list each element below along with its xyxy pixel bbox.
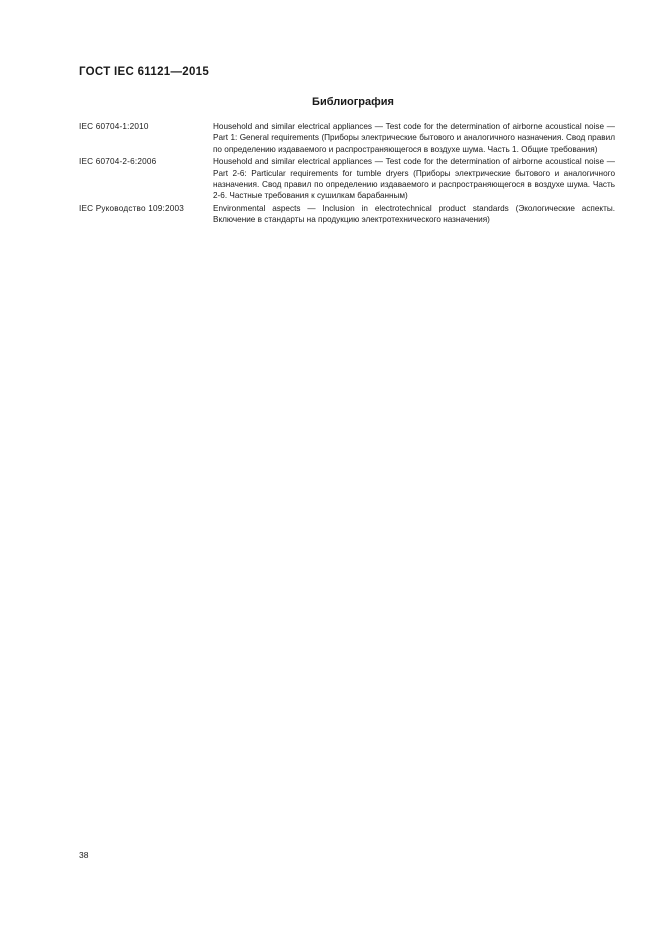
- bibliography-entry: [79, 203, 615, 226]
- reference-id: IEC 60704-1:2010: [79, 122, 149, 131]
- document-header: ГОСТ IEC 61121—2015: [79, 66, 210, 78]
- section-title: Библиография: [312, 96, 394, 108]
- reference-id: IEC Руководство 109:2003: [79, 203, 184, 213]
- reference-description: Household and similar electrical appliances — Test code for the determination of airborne acoustical noise — Part 2-6: Particular requirements for tumble dryers (Приборы электрические бытового и аналогичного назначения. Свод правил по определению издаваемого и распространяющегося в воздухе шума. Часть 2-6. Частные требования к сушилкам барабанным): [213, 157, 615, 201]
- page-number: 38: [79, 850, 89, 860]
- reference-id: IEC 60704-2-6:2006: [79, 157, 157, 167]
- bibliography-entry: [79, 121, 615, 155]
- reference-description: Environmental aspects — Inclusion in electrotechnical product standards (Экологические аспекты. Включение в стандарты на продукцию электротехнического назначения): [213, 203, 615, 225]
- bibliography-entry: [79, 156, 615, 202]
- reference-description: Household and similar electrical appliances — Test code for the determination of airborne acoustical noise — Part 1: General requirements (Приборы электрические бытового и аналогичного назначения. Свод правил по определению издаваемого и распространяющегося в воздухе шума. Часть 1. Общие требования): [213, 122, 615, 154]
- bibliography-list: [79, 121, 615, 227]
